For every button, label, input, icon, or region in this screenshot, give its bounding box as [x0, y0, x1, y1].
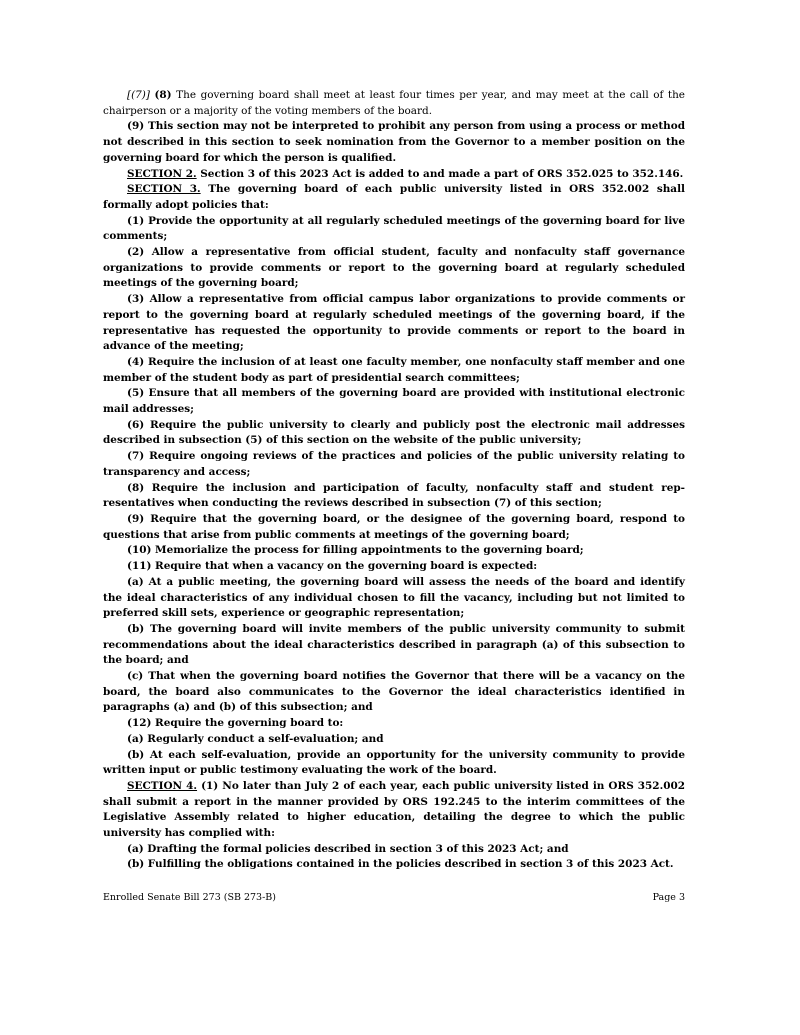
section-text: The governing board of each public university listed in ORS 352.002 shall formally adopt policies that:: [103, 183, 685, 211]
policy-item-11a: (a) At a public meeting, the governing board will assess the needs of the board and identify the ideal characteristics of any individual chosen to fill the vacancy, including but not limited to preferred skill sets, experience or geographic representation;: [103, 575, 685, 620]
page-footer: [103, 892, 685, 904]
policy-item-10: (10) Memorialize the process for filling appointments to the governing board;: [127, 544, 584, 557]
policy-item-1: (1) Provide the opportunity at all regularly scheduled meetings of the governing board for live comments;: [103, 214, 685, 243]
policy-item-6: (6) Require the public university to clearly and publicly post the electronic mail addresses described in subsection (5) of this section on the website of the public university;: [103, 418, 685, 447]
policy-item-12b: (b) At each self-evaluation, provide an opportunity for the university community to provide written input or public testimony evaluating the work of the board.: [103, 748, 685, 777]
policy-item-11c: (c) That when the governing board notifies the Governor that there will be a vacancy on the board, the board also communicates to the Governor the ideal characteristics identified in paragraphs (a) and (b) of this subsection; and: [103, 670, 685, 714]
policy-item-7: (7) Require ongoing reviews of the practices and policies of the public university relating to transparency and access;: [103, 450, 685, 478]
footer-page-number: Page 3: [652, 892, 685, 903]
paragraph-1: [103, 88, 685, 119]
paragraph-2: (9) This section may not be interpreted to prohibit any person from using a process or method not described in this section to seek nomination from the Governor to a member position on the governing board for which the person is qualified.: [103, 120, 685, 164]
inserted-text: (8): [154, 89, 172, 101]
section-text: Section 3 of this 2023 Act is added to and made a part of ORS 352.025 to 352.146.: [200, 167, 684, 180]
section-heading: SECTION 2.: [127, 167, 197, 180]
policy-item-5: (5) Ensure that all members of the governing board are provided with institutional electronic mail addresses;: [103, 387, 685, 416]
bill-text: [103, 88, 685, 873]
policy-item-8: (8) Require the inclusion and participation of faculty, nonfaculty staff and student representatives when conducting the reviews described in subsection (7) of this section;: [103, 481, 685, 510]
report-item-a: (a) Drafting the formal policies described in section 3 of this 2023 Act; and: [127, 842, 569, 855]
policy-item-4: (4) Require the inclusion of at least one faculty member, one nonfaculty staff member and one member of the student body as part of presidential search committees;: [103, 355, 685, 384]
section-text: (1) No later than July 2 of each year, each public university listed in ORS 352.002 shall submit a report in the manner provided by ORS 192.245 to the interim committees of the Legislative Assembly related to higher education, detailing the degree to which the public university has complied with:: [103, 779, 685, 840]
paragraph-text: The governing board shall meet at least four times per year, and may meet at the call of the chairperson or a majority of the voting members of the board.: [103, 89, 685, 117]
report-item-b: (b) Fulfilling the obligations contained in the policies described in section 3 of this 2023 Act.: [127, 858, 674, 871]
section-2: [103, 167, 685, 183]
policy-item-11b: (b) The governing board will invite members of the public university community to submit recommendations about the ideal characteristics described in paragraph (a) of this subsection to the board; and: [103, 622, 685, 667]
policy-item-12: (12) Require the governing board to:: [127, 717, 344, 730]
policy-item-2: (2) Allow a representative from official student, faculty and nonfaculty staff governance organizations to provide comments or report to the governing board at regularly scheduled meetings of the governing board;: [103, 246, 685, 290]
section-3: [103, 182, 685, 213]
section-heading: SECTION 3.: [127, 183, 201, 196]
policy-item-9: (9) Require that the governing board, or the designee of the governing board, respond to questions that arise from public comments at meetings of the governing board;: [103, 512, 685, 541]
section-4: [103, 779, 685, 842]
policy-item-12a: (a) Regularly conduct a self-evaluation; and: [127, 732, 384, 745]
deleted-text: [(7)]: [127, 89, 150, 101]
policy-item-3: (3) Allow a representative from official campus labor organizations to provide comments or report to the governing board at regularly scheduled meetings of the governing board, if the representative has requested the opportunity to provide comments or report to the board in advance of the meeting;: [103, 293, 685, 353]
policy-item-11: (11) Require that when a vacancy on the governing board is expected:: [127, 560, 538, 573]
footer-bill-title: Enrolled Senate Bill 273 (SB 273-B): [103, 892, 276, 903]
section-heading: SECTION 4.: [127, 779, 198, 792]
